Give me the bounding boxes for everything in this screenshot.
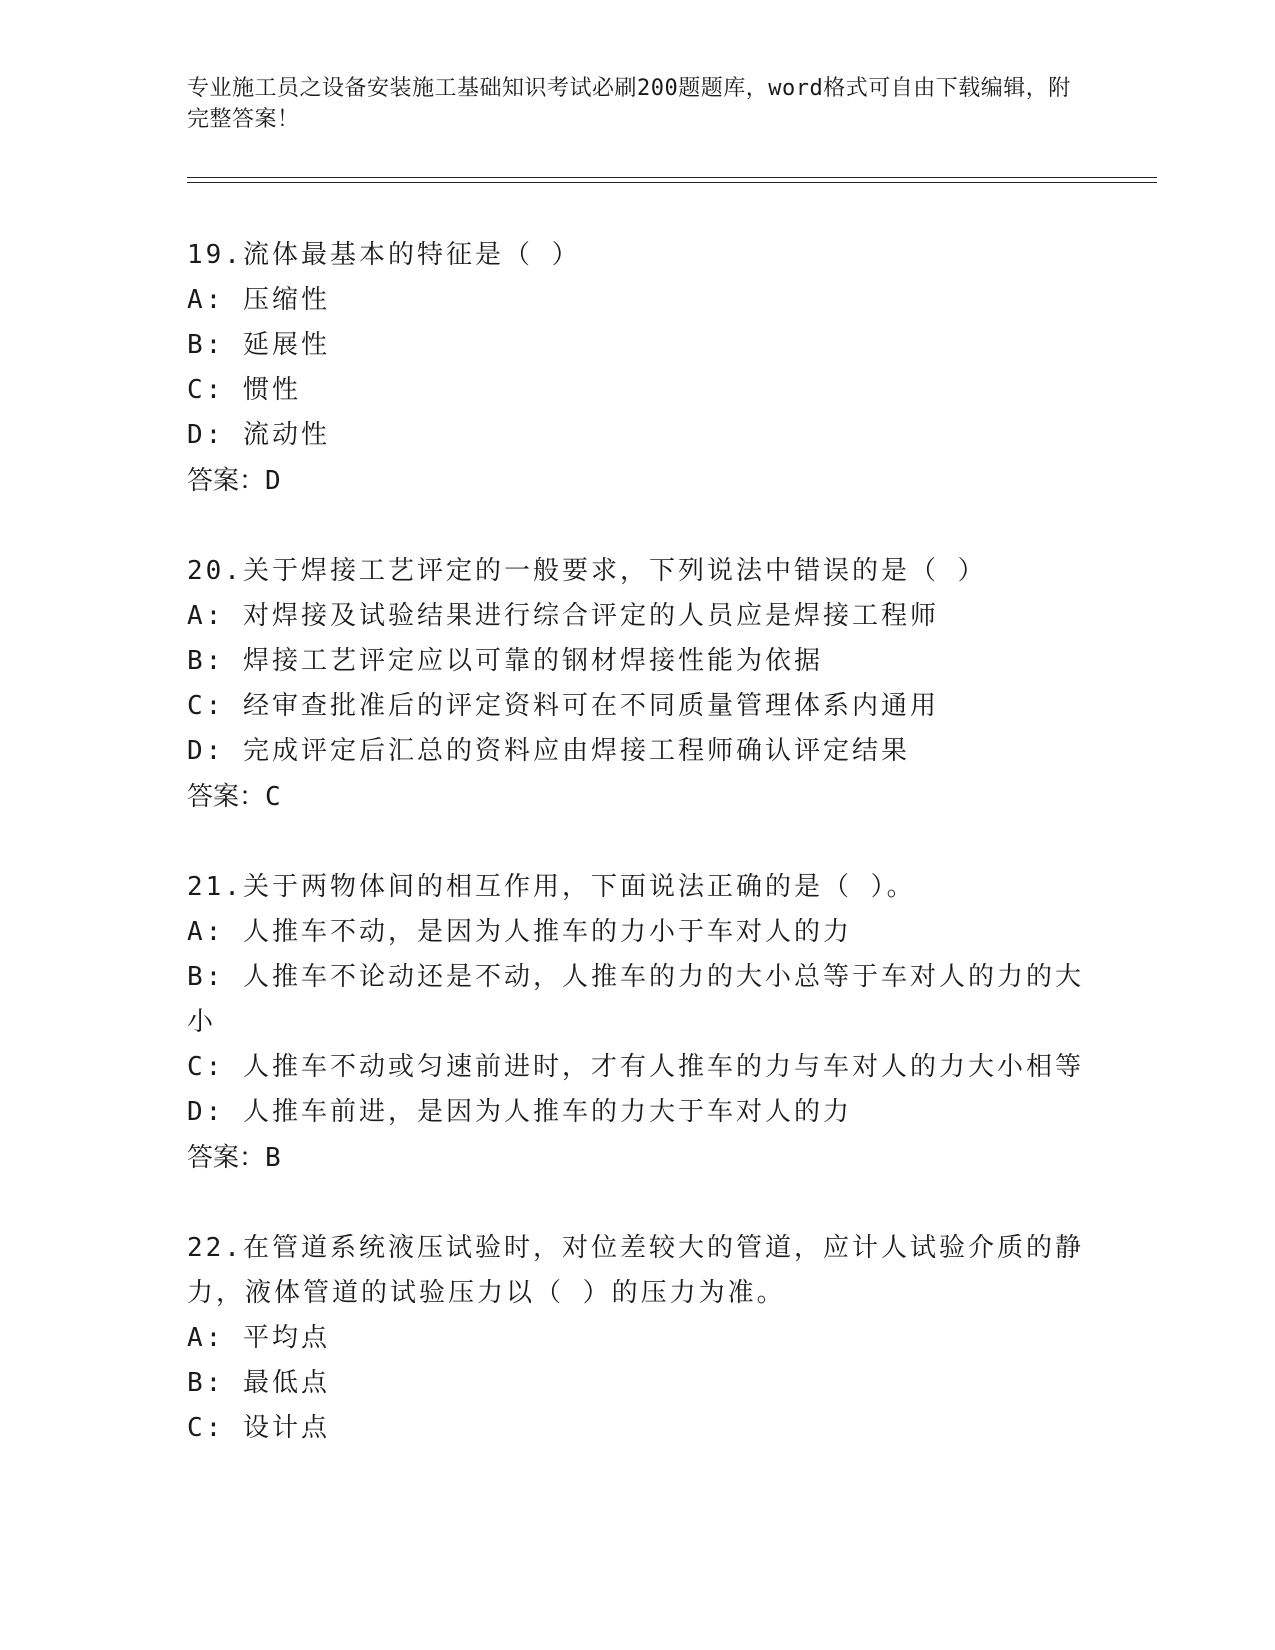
answer-value: B <box>265 1143 281 1173</box>
option-d: D: 流动性 <box>187 420 330 450</box>
option-c: C: 惯性 <box>187 375 301 405</box>
option-a: A: 人推车不动，是因为人推车的力小于车对人的力 <box>187 917 852 947</box>
answer-line <box>187 1135 1087 1181</box>
option-b: B: 焊接工艺评定应以可靠的钢材焊接性能为依据 <box>187 646 823 676</box>
answer-value: C <box>265 782 281 812</box>
option-c: C: 经审查批准后的评定资料可在不同质量管理体系内通用 <box>187 691 939 721</box>
option-a: A: 对焊接及试验结果进行综合评定的人员应是焊接工程师 <box>187 601 939 631</box>
option-c: C: 人推车不动或匀速前进时，才有人推车的力与车对人的力大小相等 <box>187 1052 1084 1082</box>
header-divider-bottom <box>187 182 1157 183</box>
question-stem: 19.流体最基本的特征是（ ） <box>187 240 581 270</box>
question-list <box>187 233 1087 1451</box>
answer-label: 答案： <box>187 466 266 496</box>
question-20 <box>187 549 1087 820</box>
answer-label: 答案： <box>187 782 266 812</box>
question-22 <box>187 1226 1087 1451</box>
question-stem: 22.在管道系统液压试验时，对位差较大的管道，应计人试验介质的静力，液体管道的试验压力以（ ）的压力为准。 <box>187 1233 1084 1308</box>
answer-value: D <box>265 466 281 496</box>
answer-line <box>187 458 1087 504</box>
document-header: 专业施工员之设备安装施工基础知识考试必刷200题题库，word格式可自由下载编辑，附完整答案！ <box>187 76 1071 132</box>
option-b: B: 最低点 <box>187 1368 330 1398</box>
answer-label: 答案： <box>187 1143 266 1173</box>
question-19 <box>187 233 1087 504</box>
question-stem: 21.关于两物体间的相互作用，下面说法正确的是（ ）。 <box>187 872 916 902</box>
question-stem: 20.关于焊接工艺评定的一般要求，下列说法中错误的是（ ） <box>187 556 987 586</box>
answer-line <box>187 774 1087 820</box>
option-c: C: 设计点 <box>187 1413 330 1443</box>
header-divider-top <box>187 177 1157 178</box>
option-b: B: 人推车不论动还是不动，人推车的力的大小总等于车对人的力的大小 <box>187 962 1084 1037</box>
option-d: D: 人推车前进，是因为人推车的力大于车对人的力 <box>187 1097 852 1127</box>
option-d: D: 完成评定后汇总的资料应由焊接工程师确认评定结果 <box>187 736 910 766</box>
question-21 <box>187 865 1087 1181</box>
option-a: A: 压缩性 <box>187 285 330 315</box>
option-a: A: 平均点 <box>187 1323 330 1353</box>
option-b: B: 延展性 <box>187 330 330 360</box>
